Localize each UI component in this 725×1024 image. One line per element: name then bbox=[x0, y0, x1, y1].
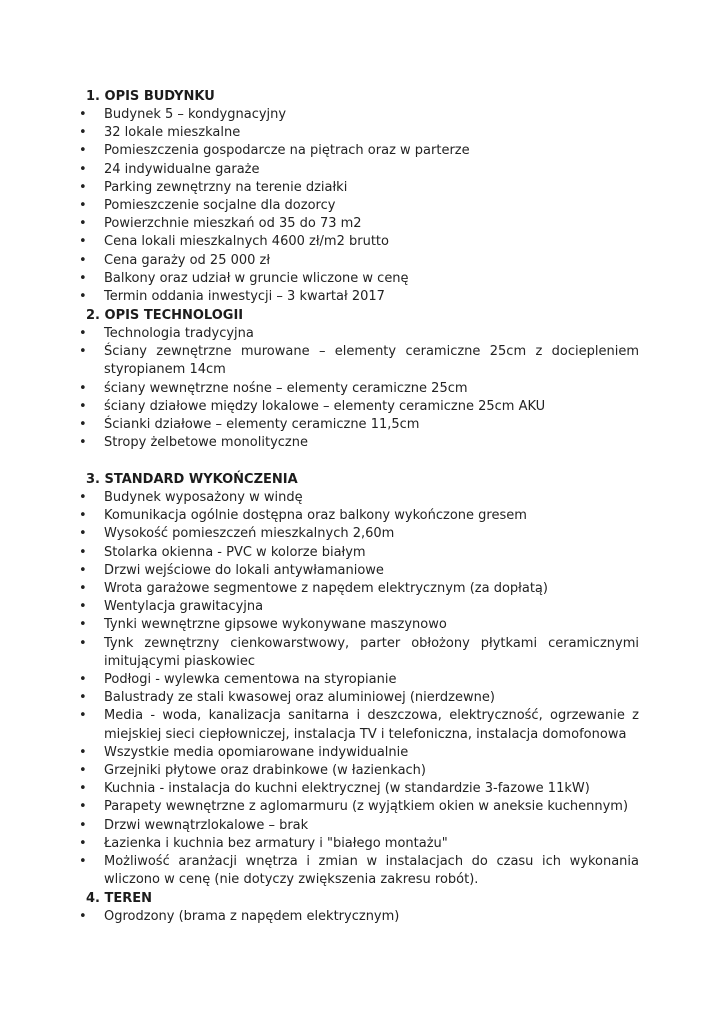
section-title: OPIS BUDYNKU bbox=[104, 89, 215, 104]
section-heading-standard-wykonczenia bbox=[86, 471, 646, 489]
list-item: • Termin oddania inwestycji – 3 kwartał 2017 bbox=[79, 288, 639, 306]
list-item: • Pomieszczenia gospodarcze na piętrach oraz w parterze bbox=[79, 142, 639, 160]
section-number: 1. bbox=[86, 89, 100, 104]
list-item: • Cena lokali mieszkalnych 4600 zł/m2 brutto bbox=[79, 233, 639, 251]
list-item: • Wrota garażowe segmentowe z napędem elektrycznym (za dopłatą) bbox=[79, 580, 639, 598]
list-item: • 32 lokale mieszkalne bbox=[79, 124, 639, 142]
bullet-list-standard-wykonczenia bbox=[79, 489, 639, 889]
list-item: • Wysokość pomieszczeń mieszkalnych 2,60m bbox=[79, 525, 639, 543]
bullet-list-teren bbox=[79, 908, 639, 926]
list-item: • Balkony oraz udział w gruncie wliczone w cenę bbox=[79, 270, 639, 288]
list-item: • Komunikacja ogólnie dostępna oraz balkony wykończone gresem bbox=[79, 507, 639, 525]
list-item: • Stropy żelbetowe monolityczne bbox=[79, 434, 639, 452]
section-title: STANDARD WYKOŃCZENIA bbox=[104, 472, 298, 487]
list-item: • Ściany zewnętrzne murowane – elementy ceramiczne 25cm z dociepleniem styropianem 14cm bbox=[79, 343, 639, 379]
list-item: • Parapety wewnętrzne z aglomarmuru (z wyjątkiem okien w aneksie kuchennym) bbox=[79, 798, 639, 816]
list-item: • Cena garaży od 25 000 zł bbox=[79, 252, 639, 270]
list-item: • ściany wewnętrzne nośne – elementy ceramiczne 25cm bbox=[79, 380, 639, 398]
list-item: • Powierzchnie mieszkań od 35 do 73 m2 bbox=[79, 215, 639, 233]
list-item: • Drzwi wejściowe do lokali antywłamaniowe bbox=[79, 562, 639, 580]
section-title: TEREN bbox=[104, 891, 153, 906]
list-item: • Wszystkie media opomiarowane indywidualnie bbox=[79, 744, 639, 762]
list-item: • Media - woda, kanalizacja sanitarna i deszczowa, elektryczność, ogrzewanie z miejskiej sieci ciepłowniczej, instalacja TV i telefoniczna, instalacja domofonowa bbox=[79, 707, 639, 743]
list-item: • Stolarka okienna - PVC w kolorze białym bbox=[79, 544, 639, 562]
list-item: • Łazienka i kuchnia bez armatury i "białego montażu" bbox=[79, 835, 639, 853]
list-item: • Ścianki działowe – elementy ceramiczne 11,5cm bbox=[79, 416, 639, 434]
list-item: • Tynk zewnętrzny cienkowarstwowy, parter obłożony płytkami ceramicznymi imitującymi piaskowiec bbox=[79, 635, 639, 671]
list-item: • Budynek 5 – kondygnacyjny bbox=[79, 106, 639, 124]
list-item: • Grzejniki płytowe oraz drabinkowe (w łazienkach) bbox=[79, 762, 639, 780]
list-item: • ściany działowe między lokalowe – elementy ceramiczne 25cm AKU bbox=[79, 398, 639, 416]
list-item: • Parking zewnętrzny na terenie działki bbox=[79, 179, 639, 197]
section-number: 2. bbox=[86, 308, 100, 323]
list-item: • Technologia tradycyjna bbox=[79, 325, 639, 343]
section-heading-opis-technologii bbox=[86, 307, 646, 325]
list-item: • Kuchnia - instalacja do kuchni elektrycznej (w standardzie 3-fazowe 11kW) bbox=[79, 780, 639, 798]
list-item: • Drzwi wewnątrzlokalowe – brak bbox=[79, 817, 639, 835]
list-item: • Budynek wyposażony w windę bbox=[79, 489, 639, 507]
bullet-list-opis-technologii bbox=[79, 325, 639, 452]
section-number: 4. bbox=[86, 891, 100, 906]
list-item: • 24 indywidualne garaże bbox=[79, 161, 639, 179]
section-heading-teren bbox=[86, 890, 646, 908]
list-item: • Balustrady ze stali kwasowej oraz aluminiowej (nierdzewne) bbox=[79, 689, 639, 707]
bullet-list-opis-budynku bbox=[79, 106, 639, 306]
list-item: • Możliwość aranżacji wnętrza i zmian w instalacjach do czasu ich wykonania wliczono w cenę (nie dotyczy zwiększenia zakresu robót). bbox=[79, 853, 639, 889]
list-item: • Wentylacja grawitacyjna bbox=[79, 598, 639, 616]
section-heading-opis-budynku bbox=[86, 88, 646, 106]
list-item: • Podłogi - wylewka cementowa na styropianie bbox=[79, 671, 639, 689]
list-item: • Ogrodzony (brama z napędem elektrycznym) bbox=[79, 908, 639, 926]
section-title: OPIS TECHNOLOGII bbox=[104, 308, 244, 323]
list-item: • Pomieszczenie socjalne dla dozorcy bbox=[79, 197, 639, 215]
section-number: 3. bbox=[86, 472, 100, 487]
list-item: • Tynki wewnętrzne gipsowe wykonywane maszynowo bbox=[79, 616, 639, 634]
